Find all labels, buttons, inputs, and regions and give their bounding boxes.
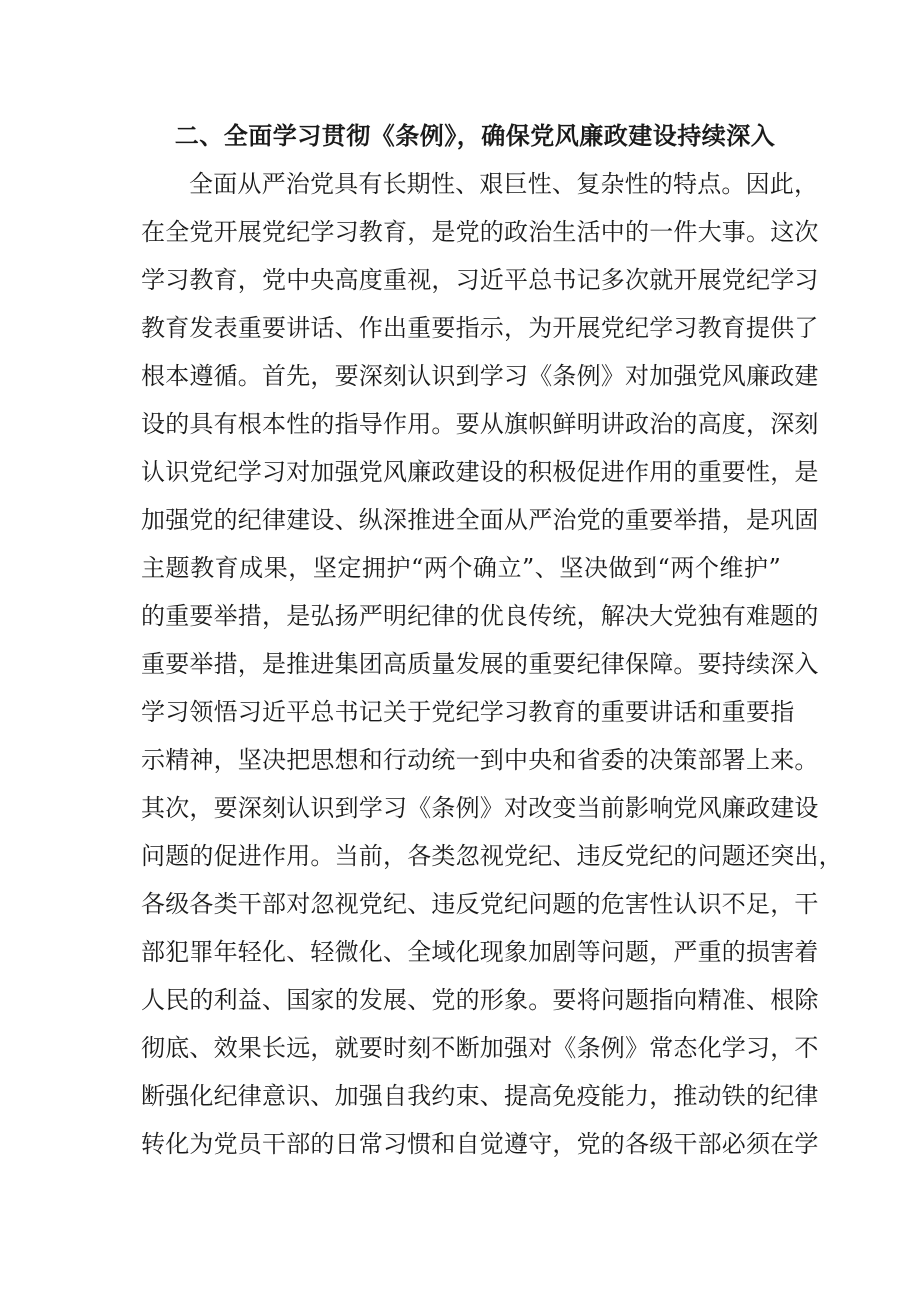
text-line: 转化为党员干部的日常习惯和自觉遵守，党的各级干部必须在学 [141, 1130, 819, 1158]
text-line: 人民的利益、国家的发展、党的形象。要将问题指向精准、根除 [141, 986, 819, 1014]
section-heading: 二、全面学习贯彻《条例》，确保党风廉政建设持续深入 [174, 122, 776, 150]
text-line: 断强化纪律意识、加强自我约束、提高免疫能力，推动铁的纪律 [141, 1082, 819, 1110]
text-line: 认识党纪学习对加强党风廉政建设的积极促进作用的重要性，是 [141, 458, 819, 486]
text-line: 的重要举措，是弘扬严明纪律的优良传统，解决大党独有难题的 [141, 602, 819, 630]
text-line: 主题教育成果，坚定拥护“两个确立”、坚决做到“两个维护” [141, 554, 781, 582]
text-line: 学习教育，党中央高度重视，习近平总书记多次就开展党纪学习 [141, 266, 819, 294]
text-line: 全面从严治党具有长期性、艰巨性、复杂性的特点。因此， [189, 170, 819, 198]
text-line: 加强党的纪律建设、纵深推进全面从严治党的重要举措，是巩固 [141, 506, 819, 534]
text-line: 各级各类干部对忽视党纪、违反党纪问题的危害性认识不足，干 [141, 890, 819, 918]
text-line: 问题的促进作用。当前，各类忽视党纪、违反党纪的问题还突出， [141, 842, 843, 870]
text-line: 重要举措，是推进集团高质量发展的重要纪律保障。要持续深入 [141, 650, 819, 678]
text-line: 其次，要深刻认识到学习《条例》对改变当前影响党风廉政建设 [141, 794, 819, 822]
text-line: 设的具有根本性的指导作用。要从旗帜鲜明讲政治的高度，深刻 [141, 410, 819, 438]
text-line: 学习领悟习近平总书记关于党纪学习教育的重要讲话和重要指 [141, 698, 795, 726]
text-line: 在全党开展党纪学习教育，是党的政治生活中的一件大事。这次 [141, 218, 819, 246]
text-line: 彻底、效果长远，就要时刻不断加强对《条例》常态化学习，不 [141, 1034, 819, 1062]
text-line: 教育发表重要讲话、作出重要指示，为开展党纪学习教育提供了 [141, 314, 819, 342]
text-line: 示精神，坚决把思想和行动统一到中央和省委的决策部署上来。 [141, 746, 819, 774]
text-line: 部犯罪年轻化、轻微化、全域化现象加剧等问题，严重的损害着 [141, 938, 819, 966]
text-line: 根本遵循。首先，要深刻认识到学习《条例》对加强党风廉政建 [141, 362, 819, 390]
